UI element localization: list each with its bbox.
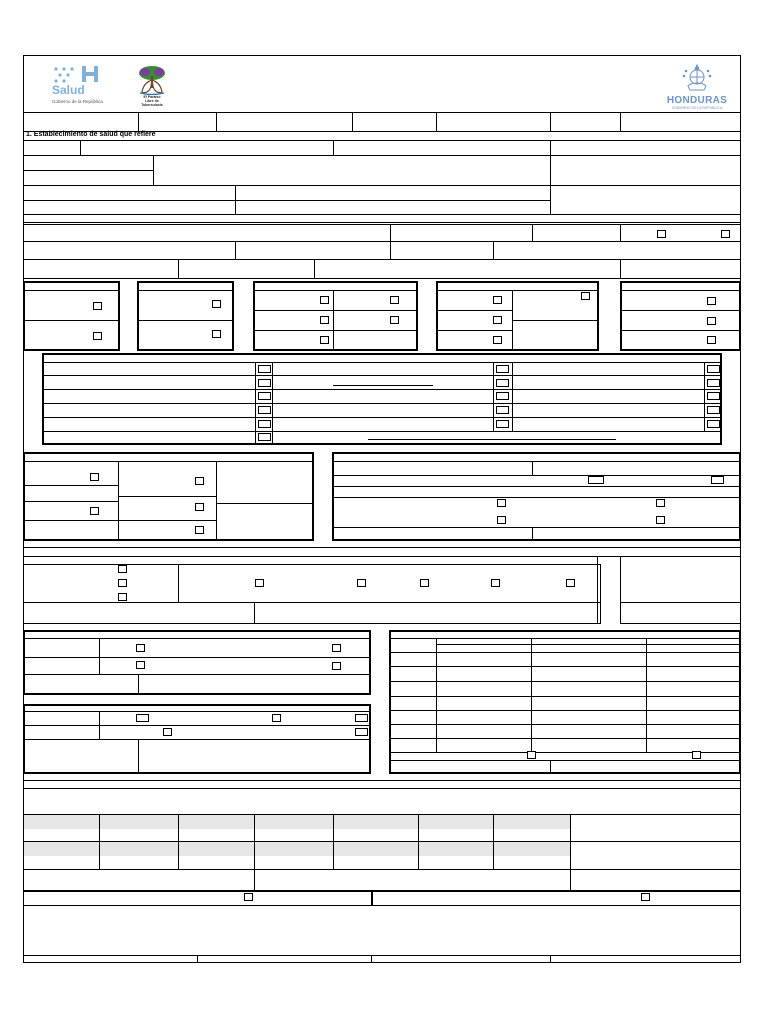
grid-line (23, 200, 550, 201)
grid-line (493, 362, 494, 431)
grid-line (620, 330, 741, 331)
grid-line (42, 389, 722, 390)
checkbox[interactable] (272, 714, 281, 722)
checkbox[interactable] (136, 644, 145, 652)
grid-line (23, 638, 371, 639)
checkbox[interactable] (258, 406, 271, 414)
grid-line (389, 710, 741, 711)
checkbox[interactable] (496, 392, 509, 400)
checkbox[interactable] (497, 499, 506, 507)
checkbox[interactable] (255, 579, 264, 587)
grid-line (42, 431, 722, 432)
checkbox[interactable] (163, 728, 172, 736)
checkbox[interactable] (118, 593, 127, 601)
brand-name: Salud (52, 83, 85, 97)
grid-line (253, 310, 418, 311)
grid-line (512, 320, 599, 321)
grid-line (532, 527, 533, 541)
checkbox[interactable] (707, 392, 720, 400)
checkbox[interactable] (320, 296, 329, 304)
grid-line (42, 375, 722, 376)
group-box (436, 281, 599, 351)
grid-line (550, 955, 551, 963)
checkbox[interactable] (357, 579, 366, 587)
checkbox[interactable] (136, 661, 145, 669)
checkbox[interactable] (390, 316, 399, 324)
checkbox[interactable] (491, 579, 500, 587)
group-box (620, 556, 741, 624)
tb-caption-line1: El Paraíso (143, 95, 161, 99)
grid-line (23, 170, 153, 171)
grid-line (23, 890, 741, 892)
grid-line (42, 362, 722, 363)
grid-line (532, 461, 533, 475)
grid-line (197, 955, 198, 963)
checkbox[interactable] (320, 316, 329, 324)
checkbox[interactable] (692, 751, 701, 759)
grid-line (531, 638, 532, 752)
grid-line (23, 501, 118, 502)
grid-line (23, 674, 371, 675)
grid-line (389, 752, 741, 753)
tb-caption-line2: Libre de Tuberculosis (141, 99, 163, 107)
group-box (23, 281, 120, 351)
grid-line (550, 760, 551, 774)
grid-line (138, 739, 139, 774)
grid-line (333, 290, 334, 351)
fill-line (333, 385, 433, 386)
checkbox[interactable] (195, 526, 204, 534)
checkbox[interactable] (707, 317, 716, 325)
grid-line (550, 140, 551, 214)
group-box (620, 281, 741, 351)
grid-line (333, 814, 334, 869)
grid-line (389, 738, 741, 739)
checkbox[interactable] (258, 433, 271, 441)
checkbox[interactable] (258, 379, 271, 387)
grid-line (216, 461, 217, 541)
grid-line (332, 527, 741, 528)
checkbox[interactable] (588, 476, 604, 484)
grid-line (23, 841, 741, 842)
checkbox[interactable] (258, 392, 271, 400)
checkbox[interactable] (581, 292, 590, 300)
grid-line (332, 486, 741, 487)
checkbox[interactable] (707, 420, 720, 428)
grid-line (23, 320, 120, 321)
grid-line (704, 362, 705, 431)
grid-line (389, 666, 741, 667)
checkbox[interactable] (496, 365, 509, 373)
checkbox[interactable] (707, 297, 716, 305)
grid-line (23, 155, 741, 156)
grid-line (118, 461, 119, 541)
brand-subtitle: Gobierno de la República (52, 99, 103, 104)
grid-line (138, 112, 139, 131)
grid-line (436, 290, 599, 291)
grid-line (436, 310, 512, 311)
grid-line (23, 259, 741, 260)
checkbox[interactable] (496, 406, 509, 414)
grid-line (137, 320, 234, 321)
grid-line (389, 652, 741, 653)
checkbox[interactable] (320, 336, 329, 344)
grid-line (493, 241, 494, 259)
grid-line (371, 890, 373, 905)
grid-line (532, 224, 533, 241)
checkbox[interactable] (90, 473, 99, 481)
checkbox[interactable] (420, 579, 429, 587)
grid-line (332, 461, 741, 462)
grid-line (436, 638, 437, 752)
grid-line (23, 185, 741, 186)
checkbox[interactable] (493, 296, 502, 304)
grid-line (99, 711, 100, 739)
grid-line (436, 644, 741, 645)
grid-line (272, 362, 273, 445)
grid-line (512, 362, 513, 431)
checkbox[interactable] (195, 503, 204, 511)
grid-line (389, 681, 741, 682)
checkbox[interactable] (707, 406, 720, 414)
grid-line (178, 564, 179, 602)
section-1-title: 1. Establecimiento de salud que refiere (26, 131, 156, 138)
checkbox[interactable] (496, 379, 509, 387)
grid-line (178, 259, 179, 278)
grid-line (23, 520, 118, 521)
grid-line (118, 496, 216, 497)
grid-line (42, 403, 722, 404)
grid-line (23, 461, 314, 462)
grid-line (493, 814, 494, 869)
grid-line (23, 739, 371, 740)
grid-line (620, 290, 741, 291)
checkbox[interactable] (136, 714, 149, 722)
grid-line (153, 155, 154, 185)
checkbox[interactable] (90, 507, 99, 515)
checkbox[interactable] (212, 300, 221, 308)
grid-line (138, 674, 139, 695)
group-box (23, 564, 601, 624)
checkbox[interactable] (118, 579, 127, 587)
checkbox[interactable] (707, 365, 720, 373)
checkbox[interactable] (657, 230, 666, 238)
checkbox[interactable] (527, 751, 536, 759)
grid-line (80, 140, 81, 155)
country-name: HONDURAS (666, 95, 728, 106)
grid-line (42, 417, 722, 418)
checkbox[interactable] (721, 230, 730, 238)
grid-line (23, 290, 120, 291)
checkbox[interactable] (707, 336, 716, 344)
grid-line (23, 711, 371, 712)
grid-line (620, 259, 621, 278)
grid-line (23, 214, 741, 215)
grid-line (178, 814, 179, 869)
grid-line (118, 520, 216, 521)
grid-line (333, 140, 334, 155)
group-box (137, 281, 234, 351)
shaded-row (24, 842, 570, 856)
grid-line (332, 475, 741, 476)
grid-line (99, 814, 100, 869)
checkbox[interactable] (707, 379, 720, 387)
grid-line (23, 241, 741, 242)
grid-line (512, 290, 513, 351)
grid-line (620, 112, 621, 131)
checkbox[interactable] (496, 420, 509, 428)
grid-line (253, 290, 418, 291)
grid-line (389, 724, 741, 725)
grid-line (23, 780, 741, 781)
grid-line (314, 259, 315, 278)
grid-line (389, 638, 741, 639)
grid-line (550, 112, 551, 131)
grid-line (23, 112, 741, 113)
checkbox[interactable] (93, 302, 102, 310)
fill-line (368, 439, 616, 440)
grid-line (23, 657, 371, 658)
checkbox[interactable] (497, 516, 506, 524)
grid-line (235, 185, 236, 214)
checkbox[interactable] (244, 893, 253, 901)
checkbox[interactable] (258, 420, 271, 428)
grid-line (99, 638, 100, 674)
grid-line (332, 497, 741, 498)
grid-line (253, 330, 418, 331)
grid-line (23, 485, 118, 486)
grid-line (23, 547, 741, 548)
grid-line (436, 112, 437, 131)
grid-line (620, 310, 741, 311)
checkbox[interactable] (656, 516, 665, 524)
checkbox[interactable] (641, 893, 650, 901)
grid-line (23, 222, 741, 223)
checkbox[interactable] (390, 296, 399, 304)
grid-line (23, 905, 741, 906)
grid-line (436, 330, 512, 331)
grid-line (371, 955, 372, 963)
grid-line (254, 602, 255, 624)
checkbox[interactable] (212, 330, 221, 338)
grid-line (216, 503, 314, 504)
checkbox[interactable] (332, 662, 341, 670)
grid-line (620, 602, 741, 603)
grid-line (646, 638, 647, 752)
checkbox[interactable] (195, 477, 204, 485)
checkbox[interactable] (118, 565, 127, 573)
checkbox[interactable] (711, 476, 724, 484)
grid-line (418, 814, 419, 869)
grid-line (389, 696, 741, 697)
grid-line (23, 140, 741, 141)
grid-line (597, 556, 598, 624)
checkbox[interactable] (656, 499, 665, 507)
checkbox[interactable] (258, 365, 271, 373)
country-subtitle: GOBIERNO DE LA REPÚBLICA (671, 106, 723, 110)
grid-line (255, 362, 256, 445)
grid-line (23, 224, 741, 225)
group-box (23, 630, 371, 695)
checkbox[interactable] (355, 728, 368, 736)
grid-line (390, 224, 391, 241)
checkbox[interactable] (566, 579, 575, 587)
grid-line (216, 112, 217, 131)
grid-line (254, 814, 255, 890)
grid-line (23, 725, 371, 726)
checkbox[interactable] (493, 336, 502, 344)
grid-line (23, 278, 741, 279)
grid-line (389, 760, 741, 761)
checkbox[interactable] (332, 644, 341, 652)
grid-line (620, 224, 621, 241)
checkbox[interactable] (93, 332, 102, 340)
grid-line (23, 869, 741, 870)
grid-line (23, 788, 741, 789)
shaded-row (24, 815, 570, 829)
grid-line (137, 290, 234, 291)
checkbox[interactable] (355, 714, 368, 722)
grid-line (570, 814, 571, 890)
checkbox[interactable] (493, 316, 502, 324)
grid-line (23, 955, 741, 956)
grid-line (352, 112, 353, 131)
grid-line (23, 602, 601, 603)
grid-line (390, 241, 391, 259)
grid-line (235, 241, 236, 259)
